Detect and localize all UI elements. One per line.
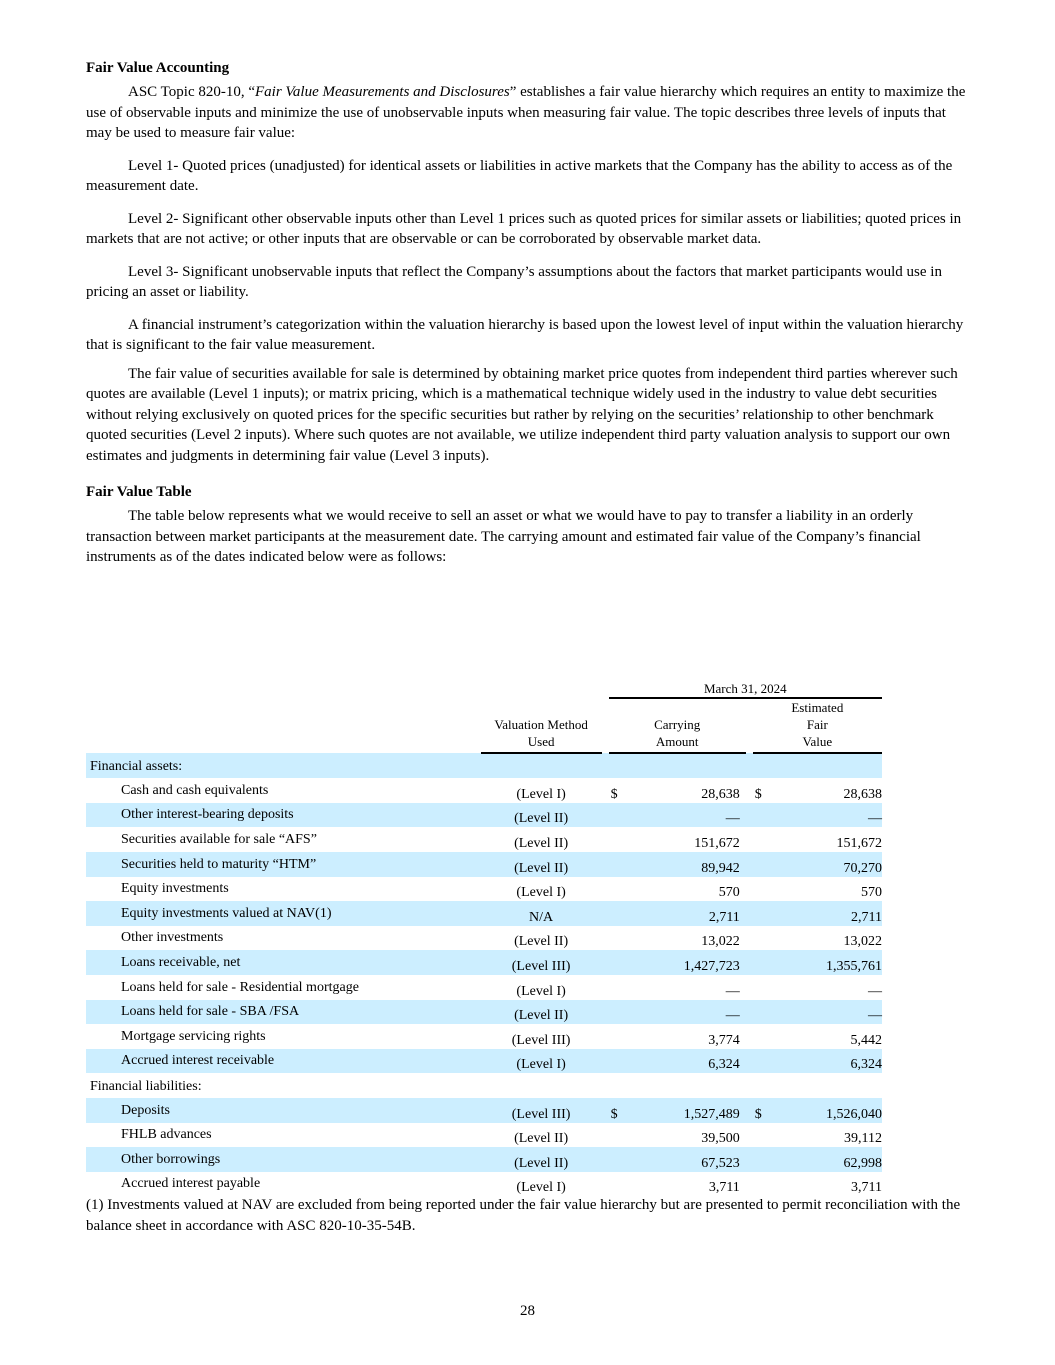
table-row: Other interest-bearing deposits (Level II) — — [86, 803, 882, 828]
fair-value-table-heading: Fair Value Table [86, 484, 192, 500]
level2-paragraph: Level 2- Significant other observable inputs other than Level 1 prices such as quoted prices for similar assets or liabilities; quoted prices in markets that are not active; or other inputs that are observable or can be corroborated by observable market data. [86, 210, 962, 247]
table-column-header-row [86, 698, 882, 753]
column-header-valuation-method: Valuation Method Used [481, 698, 602, 753]
table-row: FHLB advances (Level II) 39,500 39,112 [121, 1127, 882, 1147]
section-header-row [86, 1073, 882, 1098]
section-header-row [86, 753, 882, 779]
document-body [86, 58, 970, 578]
nav-footnote: (1) Investments valued at NAV are excluded from being reported under the fair value hierarchy but are presented to permit reconciliation with the balance sheet in accordance with ASC 820-10-35-54B. [86, 1197, 961, 1234]
table-row: Loans held for sale - Residential mortgage (Level I) — — [121, 979, 882, 999]
intro-italic-title: Fair Value Measurements and Disclosures [255, 84, 510, 100]
table-intro-paragraph: The table below represents what we would receive to sell an asset or what we would have to pay to transfer a liability in an orderly transaction between market participants at the measurement date. The carrying amount and estimated fair value of the Company’s financial instruments as of the dates indicated below were as follows: [86, 508, 921, 565]
fair-value-table [86, 672, 882, 1196]
intro-prefix: ASC Topic 820-10, “ [128, 84, 256, 100]
table-row: Cash and cash equivalents (Level I) $ 28,638 $ 28,638 [121, 782, 882, 802]
financial-liabilities-header: Financial liabilities: [90, 1078, 202, 1094]
table-row: Loans receivable, net (Level III) 1,427,723 1,355,761 [86, 950, 882, 975]
table-period-header-row [86, 672, 882, 698]
table-row: Securities available for sale “AFS” (Level II) 151,672 151,672 [121, 831, 882, 851]
table-row: Equity investments (Level I) 570 570 [121, 881, 882, 901]
fair-value-accounting-heading: Fair Value Accounting [86, 60, 230, 76]
table-row: Accrued interest receivable (Level I) 6,324 6,324 [86, 1049, 882, 1074]
table-row: Securities held to maturity “HTM” (Level II) 89,942 70,270 [86, 852, 882, 877]
column-header-estimated-fair-value: Estimated Fair Value [753, 698, 882, 753]
table-row: Mortgage servicing rights (Level III) 3,774 5,442 [121, 1028, 882, 1048]
intro-suffix: ” establishes a fair value hierarchy which requires an entity to maximize the use of observable inputs and minimize the use of unobservable inputs when measuring fair value. The topic describes three levels of inputs that may be used to measure fair value: [86, 84, 966, 141]
table-row: Accrued interest payable (Level I) 3,711 3,711 [121, 1176, 882, 1196]
table-row: Deposits (Level III) $ 1,527,489 $ 1,526,040 [86, 1098, 882, 1123]
financial-assets-header: Financial assets: [90, 759, 183, 775]
period-header: March 31, 2024 [609, 672, 882, 698]
level3-paragraph: Level 3- Significant unobservable inputs that reflect the Company’s assumptions about the factors that market participants would use in pricing an asset or liability. [86, 263, 942, 300]
asc-topic-paragraph [86, 82, 970, 144]
table-row: Equity investments valued at NAV(1) N/A 2,711 2,711 [86, 901, 882, 926]
table-row: Other investments (Level II) 13,022 13,022 [121, 930, 882, 950]
afs-method-paragraph: The fair value of securities available for sale is determined by obtaining market price quotes from independent third parties wherever such quotes are available (Level 1 inputs); or matrix pricing, which is a mathematical technique widely used in the industry to value debt securities without relying exclusively on quoted prices for the specific securities but rather by relying on the securities’ relationship to other benchmark quoted securities (Level 2 inputs). Where such quotes are not available, we utilize independent third party valuation analysis to support our own estimates and judgments in determining fair value (Level 3 inputs). [86, 365, 958, 464]
table-row: Loans held for sale - SBA /FSA (Level II) — — [86, 1000, 882, 1025]
level1-paragraph: Level 1- Quoted prices (unadjusted) for identical assets or liabilities in active markets that the Company has the ability to access as of the measurement date. [86, 157, 953, 194]
categorization-paragraph: A financial instrument’s categorization within the valuation hierarchy is based upon the lowest level of input within the valuation hierarchy that is significant to the fair value measurement. [86, 316, 964, 353]
page-number: 28 [520, 1303, 535, 1319]
column-header-carrying-amount: Carrying Amount [609, 698, 746, 753]
table-row: Other borrowings (Level II) 67,523 62,998 [86, 1147, 882, 1172]
